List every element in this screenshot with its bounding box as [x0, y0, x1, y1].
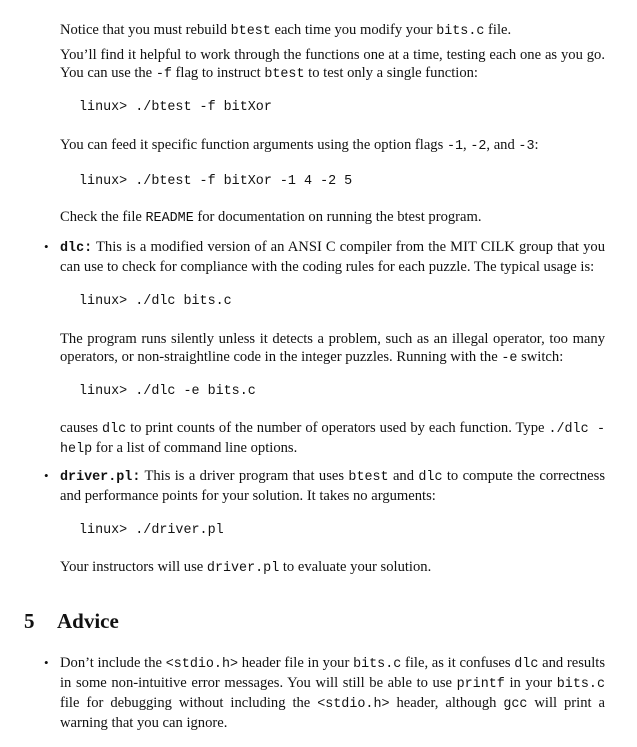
text: for documentation on running the [193, 209, 398, 225]
inline-code-f-flag: -f [155, 67, 172, 82]
text: switch: [517, 349, 564, 365]
inline-code-btest: btest [230, 24, 271, 39]
text: to print counts of the number of operators used by each function. Type [126, 420, 549, 436]
inline-code-flag-1: -1 [446, 139, 464, 154]
inline-code-printf: printf [456, 677, 505, 692]
dlc-item-paragraph [60, 238, 605, 276]
section-number: 5 [24, 609, 35, 633]
inline-code-stdio-h: <stdio.h> [317, 697, 390, 712]
code-example-driver: linux> ./driver.pl [79, 523, 224, 538]
dlc-counts-paragraph [60, 419, 605, 459]
bullet-icon: • [44, 239, 49, 254]
inline-code-dlc-help: ./dlc -help [60, 422, 605, 457]
text: : [534, 137, 539, 153]
instructors-paragraph [60, 558, 605, 578]
inline-code-stdio-h: <stdio.h> [165, 657, 239, 672]
text: to evaluate your solution. [279, 559, 432, 575]
text: to test only a single function: [304, 65, 478, 81]
inline-code-btest: btest [264, 67, 305, 82]
text: Notice that you must rebuild [60, 22, 231, 38]
code-example-dlc-e: linux> ./dlc -e bits.c [79, 384, 256, 399]
text: file. [484, 22, 512, 38]
text: and [388, 468, 419, 484]
rebuild-note-paragraph [60, 21, 605, 41]
text: header, although [389, 695, 504, 711]
inline-code-flag-3: -3 [518, 139, 535, 154]
code-example-btest-args: linux> ./btest -f bitXor -1 4 -2 5 [79, 174, 353, 189]
inline-code-bits-c: bits.c [353, 657, 402, 672]
text: Check the file [60, 209, 146, 225]
inline-code-bits-c: bits.c [556, 677, 605, 692]
code-example-btest-f: linux> ./btest -f bitXor [79, 100, 272, 115]
inline-code-dlc: dlc [514, 657, 539, 672]
text: causes [60, 420, 103, 436]
inline-code-dlc: dlc [102, 422, 127, 437]
code-example-dlc: linux> ./dlc bits.c [79, 294, 232, 309]
text: for a list of command line options. [92, 440, 298, 456]
test-one-function-paragraph [60, 46, 605, 84]
inline-code-bits-c: bits.c [436, 24, 485, 39]
text: btest [397, 209, 425, 225]
text: Don’t include the [60, 655, 166, 671]
dlc-silent-paragraph [60, 330, 605, 368]
inline-code-e-switch: -e [501, 351, 518, 366]
text: file for debugging without including the [60, 695, 318, 711]
text: each time you modify your [270, 22, 437, 38]
section-heading [24, 608, 119, 634]
text: file, as it confuses [401, 655, 515, 671]
text: You’ll find it helpful to work through the functions one at a time, testing each one as you go. You can use the [60, 47, 605, 81]
text: program. [424, 209, 482, 225]
term-driver-pl: driver.pl: [60, 470, 141, 485]
inline-code-gcc: gcc [503, 697, 528, 712]
text: , and [486, 137, 519, 153]
text: will print a warning that you can ignore. [60, 695, 605, 731]
inline-code-flag-2: -2 [470, 139, 487, 154]
driver-item-paragraph [60, 467, 605, 505]
inline-code-dlc: dlc [418, 470, 443, 485]
text: You can feed it specific function arguments using the option flags [60, 137, 447, 153]
text: This is a modified version of an ANSI C compiler from the MIT CILK group that you can use to check for compliance with the coding rules for each puzzle. The typical usage is: [60, 239, 605, 275]
inline-code-readme: README [145, 211, 194, 226]
section-title: Advice [57, 609, 119, 633]
text: to compute the correctness and performance points for your solution. It takes no arguments: [60, 468, 605, 504]
text: Your instructors will use [60, 559, 207, 575]
term-dlc: dlc: [60, 241, 93, 256]
advice-item-paragraph [60, 654, 605, 732]
bullet-icon: • [44, 468, 49, 483]
inline-code-driver-pl: driver.pl [206, 561, 280, 576]
inline-code-btest: btest [348, 470, 389, 485]
text: flag to instruct [171, 65, 265, 81]
text: in your [504, 675, 557, 691]
text: The program runs silently unless it detects a problem, such as an illegal operator, too many operators, or non-straightline code in the integer puzzles. Running with the [60, 331, 605, 365]
readme-paragraph [60, 208, 605, 228]
text: , [463, 137, 471, 153]
text: and results in some non-intuitive error messages. You will still be able to use [60, 655, 605, 691]
text: header file in your [238, 655, 354, 671]
option-flags-paragraph [60, 136, 605, 156]
text: This is a driver program that uses [140, 468, 349, 484]
bullet-icon: • [44, 655, 49, 670]
